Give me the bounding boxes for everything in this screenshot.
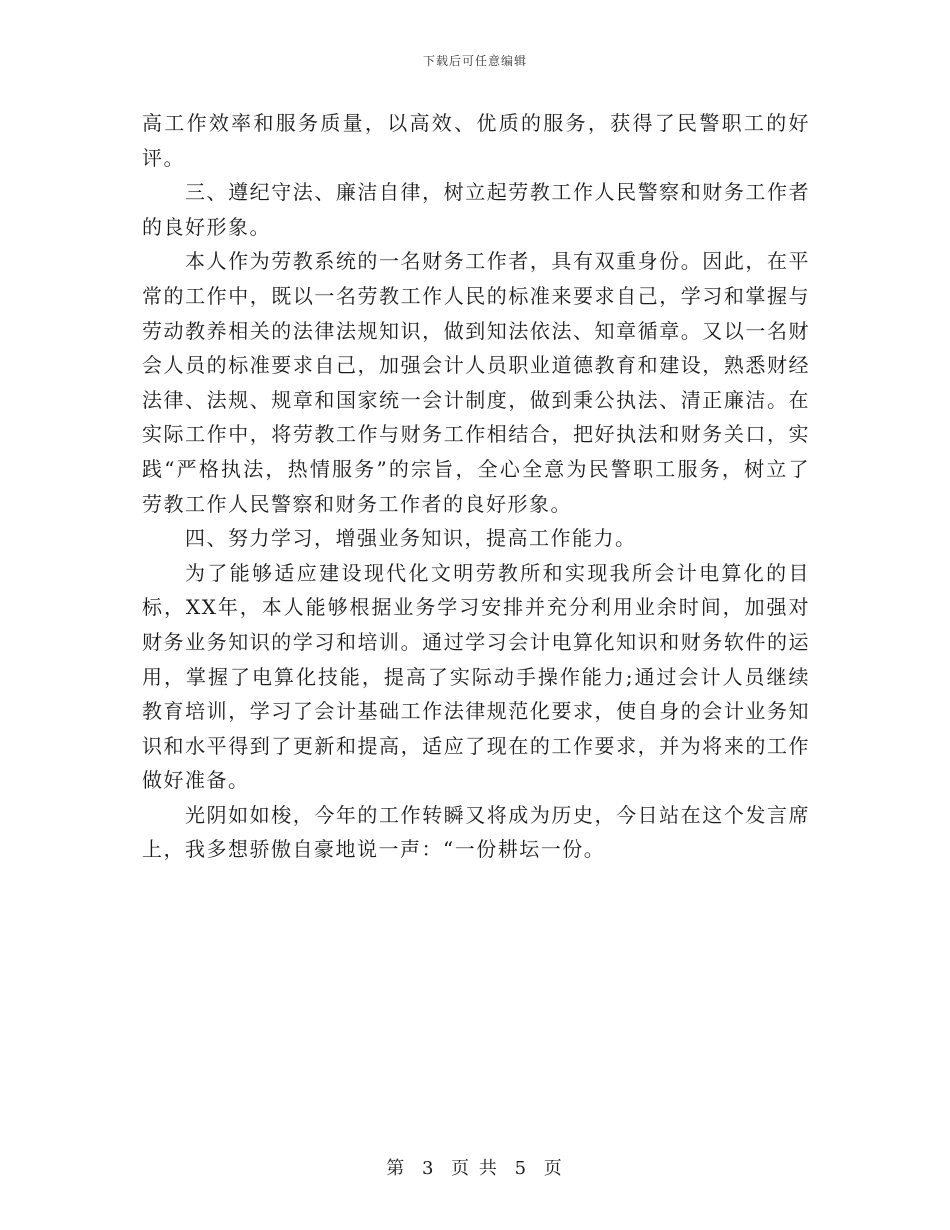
footer-suffix: 页 (543, 1158, 564, 1179)
footer-middle: 页 共 (451, 1158, 499, 1179)
header-note: 下载后可任意编辑 (422, 54, 527, 68)
footer-total-pages: 5 (514, 1158, 529, 1179)
paragraph-6: 光阴如如梭，今年的工作转瞬又将成为历史，今日站在这个发言席上，我多想骄傲自豪地说一声：“一份耕坛一份。 (142, 802, 810, 862)
paragraph-2: 三、遵纪守法、廉洁自律，树立起劳教工作人民警察和财务工作者的良好形象。 (142, 180, 810, 239)
paragraph-4: 四、努力学习，增强业务知识，提高工作能力。 (185, 526, 637, 551)
footer-prefix: 第 (386, 1158, 407, 1179)
footer-page-number: 3 (421, 1158, 436, 1179)
document-body (142, 106, 810, 867)
page-footer (0, 1154, 950, 1180)
paragraph-5: 为了能够适应建设现代化文明劳教所和实现我所会计电算化的目标，XX年，本人能够根据业务学习安排并充分利用业余时间，加强对财务业务知识的学习和培训。通过学习会计电算化知识和财务软件的运用，掌握了电算化技能，提高了实际动手操作能力;通过会计人员继续教育培训，学习了会计基础工作法律规范化要求，使自身的会计业务知识和水平得到了更新和提高，适应了现在的工作要求，并为将来的工作做好准备。 (142, 560, 810, 793)
paragraph-3: 本人作为劳教系统的一名财务工作者，具有双重身份。因此，在平常的工作中，既以一名劳教工作人民的标准来要求自己，学习和掌握与劳动教养相关的法律法规知识，做到知法依法、知章循章。又以一名财会人员的标准要求自己，加强会计人员职业道德教育和建设，熟悉财经法律、法规、规章和国家统一会计制度，做到秉公执法、清正廉洁。在实际工作中，将劳教工作与财务工作相结合，把好执法和财务关口，实践“严格执法，热情服务”的宗旨，全心全意为民警职工服务，树立了劳教工作人民警察和财务工作者的良好形象。 (142, 249, 810, 516)
paragraph-1: 高工作效率和服务质量，以高效、优质的服务，获得了民警职工的好评。 (142, 111, 810, 170)
